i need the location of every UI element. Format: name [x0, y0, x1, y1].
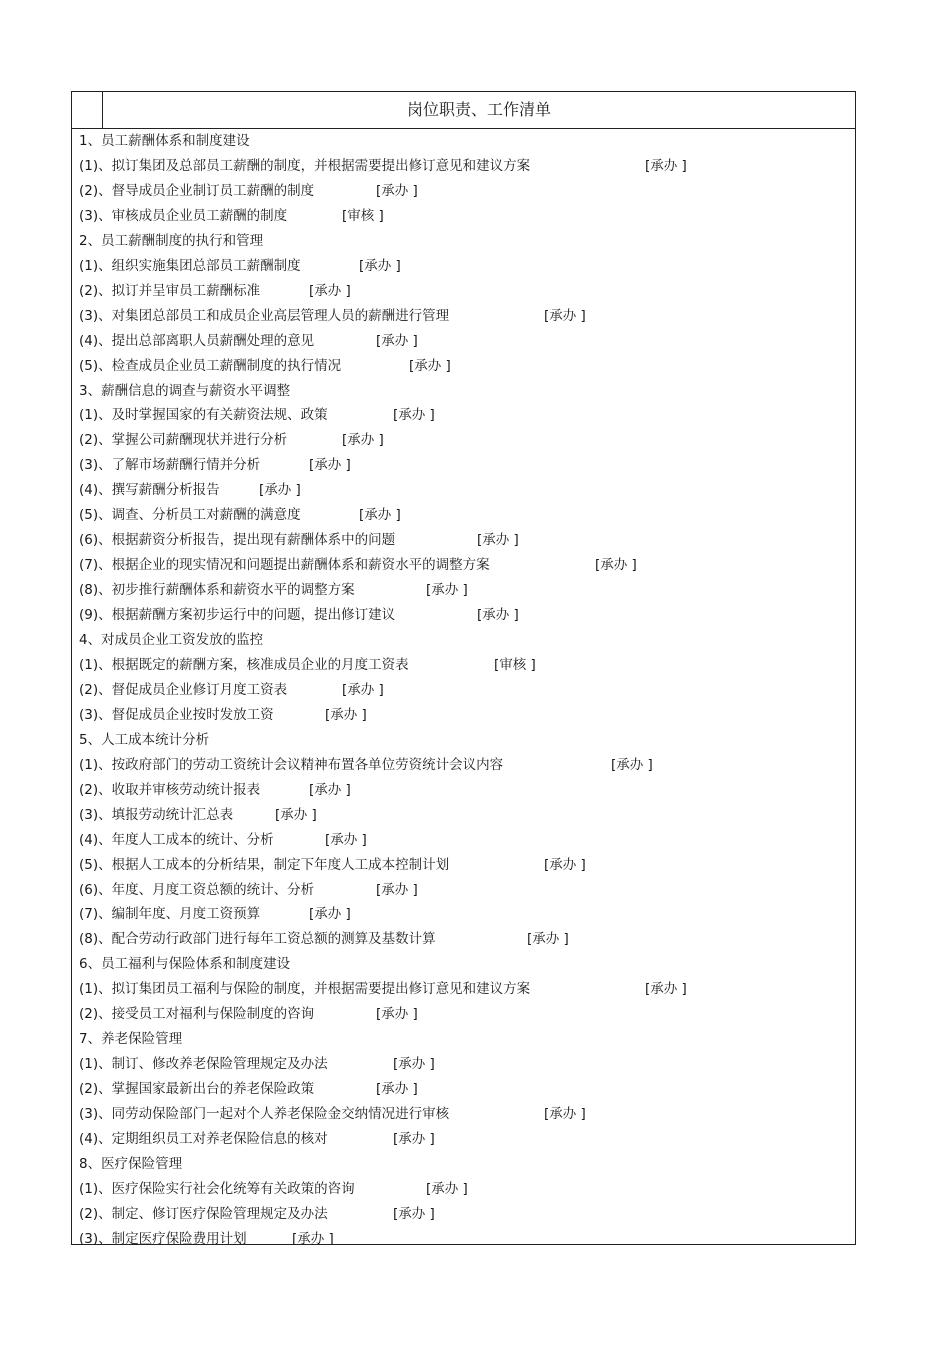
role-tag: [承办 ]	[325, 831, 367, 848]
role-tag: [承办 ]	[393, 1056, 435, 1073]
item-text: (3)、填报劳动统计汇总表	[79, 806, 234, 823]
role-tag: [承办 ]	[477, 607, 519, 624]
role-tag: [承办 ]	[393, 1131, 435, 1147]
item-text: (2)、收取并审核劳动统计报表	[79, 781, 261, 798]
role-tag: [审核 ]	[342, 207, 384, 224]
role-tag: [承办 ]	[342, 432, 384, 449]
item-text: 3、薪酬信息的调查与薪资水平调整	[79, 382, 291, 399]
table-header	[72, 92, 855, 129]
role-tag: [承办 ]	[426, 1180, 468, 1197]
item-text: 7、养老保险管理	[79, 1031, 183, 1048]
role-tag: [承办 ]	[393, 407, 435, 424]
item-text: (2)、掌握国家最新出台的养老保险政策	[79, 1081, 315, 1098]
role-tag: [承办 ]	[309, 282, 351, 299]
role-tag: [承办 ]	[376, 881, 418, 898]
item-text: (3)、督促成员企业按时发放工资	[79, 706, 274, 723]
item-text: 6、员工福利与保险体系和制度建设	[79, 956, 291, 973]
item-text: (2)、拟订并呈审员工薪酬标准	[79, 282, 261, 299]
item-text: (8)、初步推行薪酬体系和薪资水平的调整方案	[79, 582, 355, 599]
item-text: (1)、拟订集团及总部员工薪酬的制度，并根据需要提出修订意见和建议方案	[79, 157, 531, 174]
role-tag: [承办 ]	[259, 482, 301, 499]
role-tag: [承办 ]	[544, 1106, 586, 1123]
item-text: (1)、根据既定的薪酬方案，核准成员企业的月度工资表	[79, 656, 409, 673]
role-tag: [承办 ]	[393, 1205, 435, 1222]
role-tag: [承办 ]	[376, 1006, 418, 1023]
item-text: (2)、督促成员企业修订月度工资表	[79, 681, 288, 698]
role-tag: [承办 ]	[595, 557, 637, 574]
role-tag: [承办 ]	[645, 981, 687, 998]
role-tag: [承办 ]	[409, 357, 451, 374]
item-text: (2)、接受员工对福利与保险制度的咨询	[79, 1006, 315, 1023]
item-text: (5)、调查、分析员工对薪酬的满意度	[79, 507, 301, 524]
role-tag: [承办 ]	[527, 931, 569, 948]
item-text: (4)、提出总部离职人员薪酬处理的意见	[79, 332, 315, 349]
item-text: (1)、拟订集团员工福利与保险的制度，并根据需要提出修订意见和建议方案	[79, 981, 531, 998]
item-text: (3)、对集团总部员工和成员企业高层管理人员的薪酬进行管理	[79, 307, 450, 324]
table-title: 岗位职责、工作清单	[406, 100, 551, 119]
role-tag: [承办 ]	[376, 1081, 418, 1098]
item-text: (9)、根据薪酬方案初步运行中的问题，提出修订建议	[79, 607, 396, 624]
item-text: 2、员工薪酬制度的执行和管理	[79, 232, 264, 249]
item-text: (7)、编制年度、月度工资预算	[79, 906, 261, 923]
item-text: 8、医疗保险管理	[79, 1155, 183, 1172]
item-text: (5)、检查成员企业员工薪酬制度的执行情况	[79, 357, 342, 374]
role-tag: [承办 ]	[325, 706, 367, 723]
role-tag: [承办 ]	[359, 257, 401, 274]
item-text: (7)、根据企业的现实情况和问题提出薪酬体系和薪资水平的调整方案	[79, 557, 490, 574]
item-text: (6)、根据薪资分析报告，提出现有薪酬体系中的问题	[79, 532, 396, 549]
item-text: (8)、配合劳动行政部门进行每年工资总额的测算及基数计算	[79, 931, 436, 948]
item-text: (4)、年度人工成本的统计、分析	[79, 831, 274, 848]
item-text: (3)、了解市场薪酬行情并分析	[79, 457, 261, 474]
role-tag: [承办 ]	[645, 157, 687, 174]
item-text: 4、对成员企业工资发放的监控	[79, 632, 264, 648]
duty-table	[71, 91, 856, 1245]
role-tag: [承办 ]	[376, 182, 418, 199]
item-text: (3)、同劳动保险部门一起对个人养老保险金交纳情况进行审核	[79, 1106, 450, 1123]
role-tag: [承办 ]	[477, 532, 519, 549]
role-tag: [承办 ]	[544, 307, 586, 324]
item-text: (5)、根据人工成本的分析结果，制定下年度人工成本控制计划	[79, 856, 450, 873]
role-tag: [承办 ]	[426, 582, 468, 599]
role-tag: [承办 ]	[342, 681, 384, 698]
role-tag: [承办 ]	[292, 1230, 334, 1247]
item-text: (1)、及时掌握国家的有关薪资法规、政策	[79, 407, 328, 424]
item-text: 1、员工薪酬体系和制度建设	[79, 133, 250, 149]
item-text: (3)、制定医疗保险费用计划	[79, 1230, 247, 1247]
role-tag: [承办 ]	[309, 457, 351, 474]
item-text: 5、人工成本统计分析	[79, 731, 210, 748]
item-text: (1)、医疗保险实行社会化统筹有关政策的咨询	[79, 1180, 355, 1197]
role-tag: [承办 ]	[309, 781, 351, 798]
item-text: (6)、年度、月度工资总额的统计、分析	[79, 881, 315, 898]
item-text: (2)、制定、修订医疗保险管理规定及办法	[79, 1205, 328, 1222]
role-tag: [承办 ]	[376, 332, 418, 349]
role-tag: [承办 ]	[359, 507, 401, 524]
item-text: (1)、组织实施集团总部员工薪酬制度	[79, 257, 301, 274]
item-text: (4)、定期组织员工对养老保险信息的核对	[79, 1131, 328, 1147]
table-body	[72, 129, 855, 1247]
role-tag: [审核 ]	[494, 656, 536, 673]
item-text: (1)、制订、修改养老保险管理规定及办法	[79, 1056, 328, 1073]
role-tag: [承办 ]	[611, 756, 653, 773]
item-text: (2)、督导成员企业制订员工薪酬的制度	[79, 182, 315, 199]
item-text: (4)、撰写薪酬分析报告	[79, 482, 220, 499]
item-text: (1)、按政府部门的劳动工资统计会议精神布置各单位劳资统计会议内容	[79, 756, 504, 773]
role-tag: [承办 ]	[544, 856, 586, 873]
item-text: (2)、掌握公司薪酬现状并进行分析	[79, 432, 288, 449]
item-text: (3)、审核成员企业员工薪酬的制度	[79, 207, 288, 224]
role-tag: [承办 ]	[275, 806, 317, 823]
role-tag: [承办 ]	[309, 906, 351, 923]
header-stub-cell	[72, 92, 103, 128]
